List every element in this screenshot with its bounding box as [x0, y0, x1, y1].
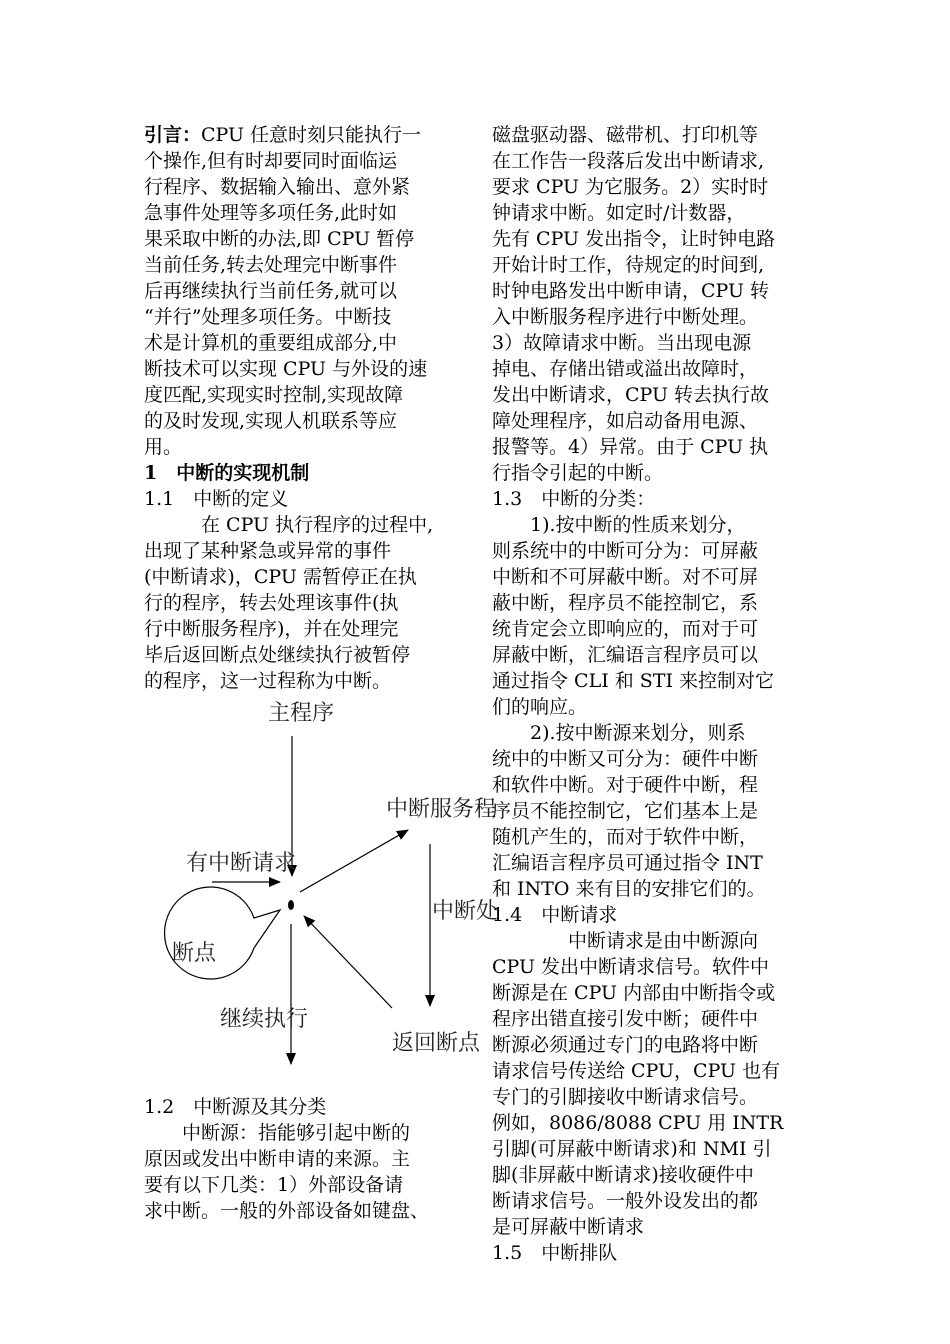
left-column	[144, 122, 480, 694]
intro-line: 后再继续执行当前任务,就可以	[144, 280, 398, 302]
left-column-bottom	[144, 1094, 480, 1224]
intro-label: 引言：	[144, 124, 202, 146]
paragraph-line: 断源必须通过专门的电路将中断	[492, 1034, 759, 1056]
paragraph-line: 统中的中断又可分为：硬件中断	[492, 748, 759, 770]
return-arrow	[304, 916, 392, 1008]
intro-line: 度匹配,实现实时控制,实现故障	[144, 384, 404, 406]
paragraph-line: 程序出错直接引发中断；硬件中	[492, 1008, 759, 1030]
paragraph-line: 蔽中断，程序员不能控制它，系	[492, 592, 759, 614]
paragraph-line: 序员不能控制它，它们基本上是	[492, 800, 759, 822]
paragraph-line: 屏蔽中断，汇编语言程序员可以	[492, 644, 759, 666]
intro-line: 当前任务,转去处理完中断事件	[144, 254, 398, 276]
paragraph-line: 则系统中的中断可分为：可屏蔽	[492, 540, 759, 562]
paragraph-line: 断请求信号。一般外设发出的都	[492, 1190, 759, 1212]
subsection-heading: 1.4 中断请求	[492, 904, 618, 926]
paragraph-line: CPU 发出中断请求信号。软件中	[492, 956, 770, 978]
interrupt-point	[288, 900, 294, 910]
paragraph-line: 求中断。一般的外部设备如键盘、	[144, 1200, 430, 1222]
paragraph-line: 出现了某种紧急或异常的事件	[144, 540, 392, 562]
intro-line: “并行”处理多项任务。中断技	[144, 306, 392, 328]
to-service-arrow	[300, 830, 408, 892]
paragraph-line: 先有 CPU 发出指令，让时钟电路	[492, 228, 776, 250]
paragraph-line: 在工作告一段落后发出中断请求,	[492, 150, 765, 172]
paragraph-line: 的程序，这一过程称为中断。	[144, 670, 392, 692]
paragraph-line: (中断请求)，CPU 需暂停正在执	[144, 566, 417, 588]
interrupt-request-label: 有中断请求	[186, 851, 297, 876]
paragraph-line: 1).按中断的性质来划分，	[492, 514, 746, 536]
interrupt-return-label: 中断处	[432, 899, 499, 924]
paragraph-line: 2).按中断源来划分，则系	[492, 722, 746, 744]
paragraph-line: 随机产生的，而对于软件中断，	[492, 826, 759, 848]
paragraph-line: 入中断服务程序进行中断处理。	[492, 306, 759, 328]
breakpoint-label: 断点	[172, 941, 217, 966]
paragraph-line: 掉电、存储出错或溢出故障时，	[492, 358, 759, 380]
paragraph-line: 中断源：指能够引起中断的	[144, 1122, 411, 1144]
paragraph-line: 原因或发出中断申请的来源。主	[144, 1148, 411, 1170]
paragraph-line: 请求信号传送给 CPU，CPU 也有	[492, 1060, 781, 1082]
subsection-heading: 1.2 中断源及其分类	[144, 1096, 327, 1118]
paragraph-line: 中断和不可屏蔽中断。对不可屏	[492, 566, 759, 588]
interrupt-diagram	[140, 688, 499, 1088]
intro-line: 个操作,但有时却要同时面临运	[144, 150, 398, 172]
paragraph-line: 要求 CPU 为它服务。2）实时时	[492, 176, 769, 198]
right-column	[492, 122, 812, 1266]
paragraph-line: 脚(非屏蔽中断请求)接收硬件中	[492, 1164, 754, 1186]
intro-line-1: 引言：CPU 任意时刻只能执行一	[144, 124, 422, 146]
intro-line: 果采取中断的办法,即 CPU 暂停	[144, 228, 415, 250]
paragraph-line: 引脚(可屏蔽中断请求)和 NMI 引	[492, 1138, 772, 1160]
paragraph-line: 磁盘驱动器、磁带机、打印机等	[492, 124, 759, 146]
section-heading: 1 中断的实现机制	[144, 462, 310, 484]
interrupt-service-label: 中断服务程	[386, 797, 497, 822]
intro-line: 急事件处理等多项任务,此时如	[144, 202, 398, 224]
return-breakpoint-label: 返回断点	[392, 1031, 481, 1056]
paragraph-line: 中断请求是由中断源向	[492, 930, 759, 952]
paragraph-line: 开始计时工作，待规定的时间到,	[492, 254, 765, 276]
intro-line: 行程序、数据输入输出、意外紧	[144, 176, 411, 198]
paragraph-line: 汇编语言程序员可通过指令 INT	[492, 852, 763, 874]
intro-line: 术是计算机的重要组成部分,中	[144, 332, 398, 354]
paragraph-line: 要有以下几类：1）外部设备请	[144, 1174, 404, 1196]
paragraph-line: 时钟电路发出中断申请，CPU 转	[492, 280, 770, 302]
intro-line: 用。	[144, 436, 183, 458]
paragraph-line: 是可屏蔽中断请求	[492, 1216, 645, 1238]
paragraph-line: 例如，8086/8088 CPU 用 INTR	[492, 1112, 784, 1134]
subsection-heading: 1.5 中断排队	[492, 1242, 618, 1264]
paragraph-line: 障处理程序，如启动备用电源、	[492, 410, 759, 432]
paragraph-line: 行中断服务程序)，并在处理完	[144, 618, 399, 640]
interrupt-flow-svg	[140, 688, 499, 1088]
paragraph-line: 在 CPU 执行程序的过程中,	[144, 514, 434, 536]
subsection-heading: 1.1 中断的定义	[144, 488, 289, 510]
paragraph-line: 们的响应。	[492, 696, 588, 718]
paragraph-line: 专门的引脚接收中断请求信号。	[492, 1086, 759, 1108]
paragraph-line: 毕后返回断点处继续执行被暂停	[144, 644, 411, 666]
main-program-label: 主程序	[268, 701, 335, 726]
intro-line: 断技术可以实现 CPU 与外设的速	[144, 358, 428, 380]
paragraph-line: 发出中断请求，CPU 转去执行故	[492, 384, 770, 406]
paragraph-line: 钟请求中断。如定时/计数器，	[492, 202, 746, 224]
intro-line: 的及时发现,实现人机联系等应	[144, 410, 398, 432]
paragraph-line: 行指令引起的中断。	[492, 462, 664, 484]
paragraph-line: 行的程序，转去处理该事件(执	[144, 592, 399, 614]
paragraph-line: 统肯定会立即响应的，而对于可	[492, 618, 759, 640]
paragraph-line: 断源是在 CPU 内部由中断指令或	[492, 982, 776, 1004]
continue-exec-label: 继续执行	[220, 1007, 309, 1032]
paragraph-line: 报警等。4）异常。由于 CPU 执	[492, 436, 769, 458]
paragraph-line: 和软件中断。对于硬件中断，程	[492, 774, 759, 796]
paragraph-line: 和 INTO 来有目的安排它们的。	[492, 878, 766, 900]
paragraph-line: 通过指令 CLI 和 STI 来控制对它	[492, 670, 775, 692]
paragraph-line: 3）故障请求中断。当出现电源	[492, 332, 752, 354]
subsection-heading: 1.3 中断的分类：	[492, 488, 656, 510]
